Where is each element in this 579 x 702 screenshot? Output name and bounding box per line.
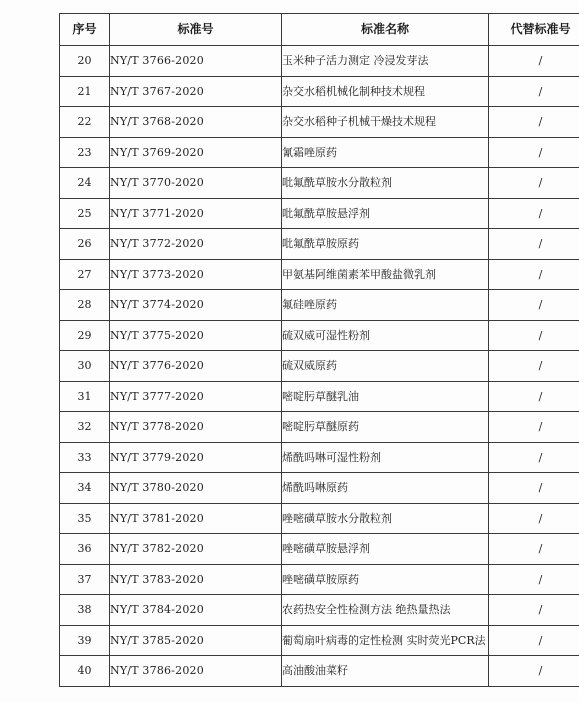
cell-seq: 25	[60, 198, 110, 229]
cell-seq: 28	[60, 290, 110, 321]
cell-seq: 27	[60, 259, 110, 290]
cell-code: NY/T 3771-2020	[110, 198, 282, 229]
cell-name: 烯酰吗啉原药	[282, 473, 489, 504]
cell-replaced: /	[489, 473, 579, 504]
cell-seq: 40	[60, 656, 110, 687]
cell-code: NY/T 3786-2020	[110, 656, 282, 687]
cell-code: NY/T 3769-2020	[110, 137, 282, 168]
cell-name: 硫双威可湿性粉剂	[282, 320, 489, 351]
cell-name: 硫双威原药	[282, 351, 489, 382]
table-row	[60, 503, 579, 534]
cell-code: NY/T 3772-2020	[110, 229, 282, 260]
cell-name: 玉米种子活力测定 冷浸发芽法	[282, 46, 489, 77]
cell-replaced: /	[489, 381, 579, 412]
table-row	[60, 320, 579, 351]
cell-replaced: /	[489, 290, 579, 321]
cell-code: NY/T 3781-2020	[110, 503, 282, 534]
table-row	[60, 625, 579, 656]
header-code: 标准号	[110, 14, 282, 46]
cell-replaced: /	[489, 107, 579, 138]
table-row	[60, 351, 579, 382]
table-row	[60, 137, 579, 168]
cell-name: 烯酰吗啉可湿性粉剂	[282, 442, 489, 473]
cell-code: NY/T 3773-2020	[110, 259, 282, 290]
cell-name: 高油酸油菜籽	[282, 656, 489, 687]
cell-replaced: /	[489, 320, 579, 351]
cell-seq: 36	[60, 534, 110, 565]
table-row	[60, 46, 579, 77]
cell-code: NY/T 3770-2020	[110, 168, 282, 199]
cell-seq: 21	[60, 76, 110, 107]
cell-code: NY/T 3776-2020	[110, 351, 282, 382]
cell-code: NY/T 3779-2020	[110, 442, 282, 473]
cell-seq: 24	[60, 168, 110, 199]
cell-seq: 23	[60, 137, 110, 168]
cell-code: NY/T 3780-2020	[110, 473, 282, 504]
cell-replaced: /	[489, 595, 579, 626]
cell-name: 甲氨基阿维菌素苯甲酸盐微乳剂	[282, 259, 489, 290]
cell-replaced: /	[489, 259, 579, 290]
cell-replaced: /	[489, 46, 579, 77]
cell-name: 杂交水稻种子机械干燥技术规程	[282, 107, 489, 138]
cell-code: NY/T 3775-2020	[110, 320, 282, 351]
cell-replaced: /	[489, 229, 579, 260]
cell-replaced: /	[489, 442, 579, 473]
cell-seq: 33	[60, 442, 110, 473]
cell-replaced: /	[489, 503, 579, 534]
cell-seq: 20	[60, 46, 110, 77]
table-header-row	[60, 14, 579, 46]
cell-replaced: /	[489, 168, 579, 199]
cell-name: 农药热安全性检测方法 绝热量热法	[282, 595, 489, 626]
table-row	[60, 473, 579, 504]
cell-seq: 37	[60, 564, 110, 595]
cell-name: 唑嘧磺草胺原药	[282, 564, 489, 595]
cell-replaced: /	[489, 76, 579, 107]
table-row	[60, 442, 579, 473]
table-row	[60, 656, 579, 687]
table-row	[60, 290, 579, 321]
table-row	[60, 168, 579, 199]
cell-seq: 35	[60, 503, 110, 534]
table-row	[60, 381, 579, 412]
cell-name: 吡氟酰草胺悬浮剂	[282, 198, 489, 229]
cell-code: NY/T 3774-2020	[110, 290, 282, 321]
cell-name: 氟硅唑原药	[282, 290, 489, 321]
cell-seq: 22	[60, 107, 110, 138]
cell-replaced: /	[489, 534, 579, 565]
cell-name: 嘧啶肟草醚乳油	[282, 381, 489, 412]
table-row	[60, 107, 579, 138]
cell-code: NY/T 3767-2020	[110, 76, 282, 107]
table-row	[60, 534, 579, 565]
cell-replaced: /	[489, 656, 579, 687]
cell-seq: 32	[60, 412, 110, 443]
cell-name: 唑嘧磺草胺悬浮剂	[282, 534, 489, 565]
cell-name: 嘧啶肟草醚原药	[282, 412, 489, 443]
cell-replaced: /	[489, 198, 579, 229]
cell-code: NY/T 3785-2020	[110, 625, 282, 656]
cell-replaced: /	[489, 351, 579, 382]
cell-code: NY/T 3766-2020	[110, 46, 282, 77]
cell-seq: 31	[60, 381, 110, 412]
cell-name: 氰霜唑原药	[282, 137, 489, 168]
table-row	[60, 76, 579, 107]
standards-table	[59, 13, 579, 687]
table-row	[60, 229, 579, 260]
cell-seq: 29	[60, 320, 110, 351]
cell-code: NY/T 3782-2020	[110, 534, 282, 565]
cell-name: 吡氟酰草胺原药	[282, 229, 489, 260]
cell-code: NY/T 3768-2020	[110, 107, 282, 138]
cell-name: 吡氟酰草胺水分散粒剂	[282, 168, 489, 199]
cell-seq: 30	[60, 351, 110, 382]
table-row	[60, 564, 579, 595]
cell-seq: 39	[60, 625, 110, 656]
cell-replaced: /	[489, 137, 579, 168]
cell-code: NY/T 3777-2020	[110, 381, 282, 412]
cell-seq: 26	[60, 229, 110, 260]
table-row	[60, 595, 579, 626]
cell-replaced: /	[489, 625, 579, 656]
header-replaced: 代替标准号	[489, 14, 579, 46]
cell-name: 唑嘧磺草胺水分散粒剂	[282, 503, 489, 534]
header-seq: 序号	[60, 14, 110, 46]
cell-code: NY/T 3778-2020	[110, 412, 282, 443]
cell-seq: 34	[60, 473, 110, 504]
cell-name: 杂交水稻机械化制种技术规程	[282, 76, 489, 107]
cell-code: NY/T 3784-2020	[110, 595, 282, 626]
table-row	[60, 198, 579, 229]
cell-code: NY/T 3783-2020	[110, 564, 282, 595]
cell-seq: 38	[60, 595, 110, 626]
table-row	[60, 259, 579, 290]
cell-name: 葡萄扇叶病毒的定性检测 实时荧光PCR法	[282, 625, 489, 656]
header-name: 标准名称	[282, 14, 489, 46]
cell-replaced: /	[489, 564, 579, 595]
cell-replaced: /	[489, 412, 579, 443]
table-row	[60, 412, 579, 443]
